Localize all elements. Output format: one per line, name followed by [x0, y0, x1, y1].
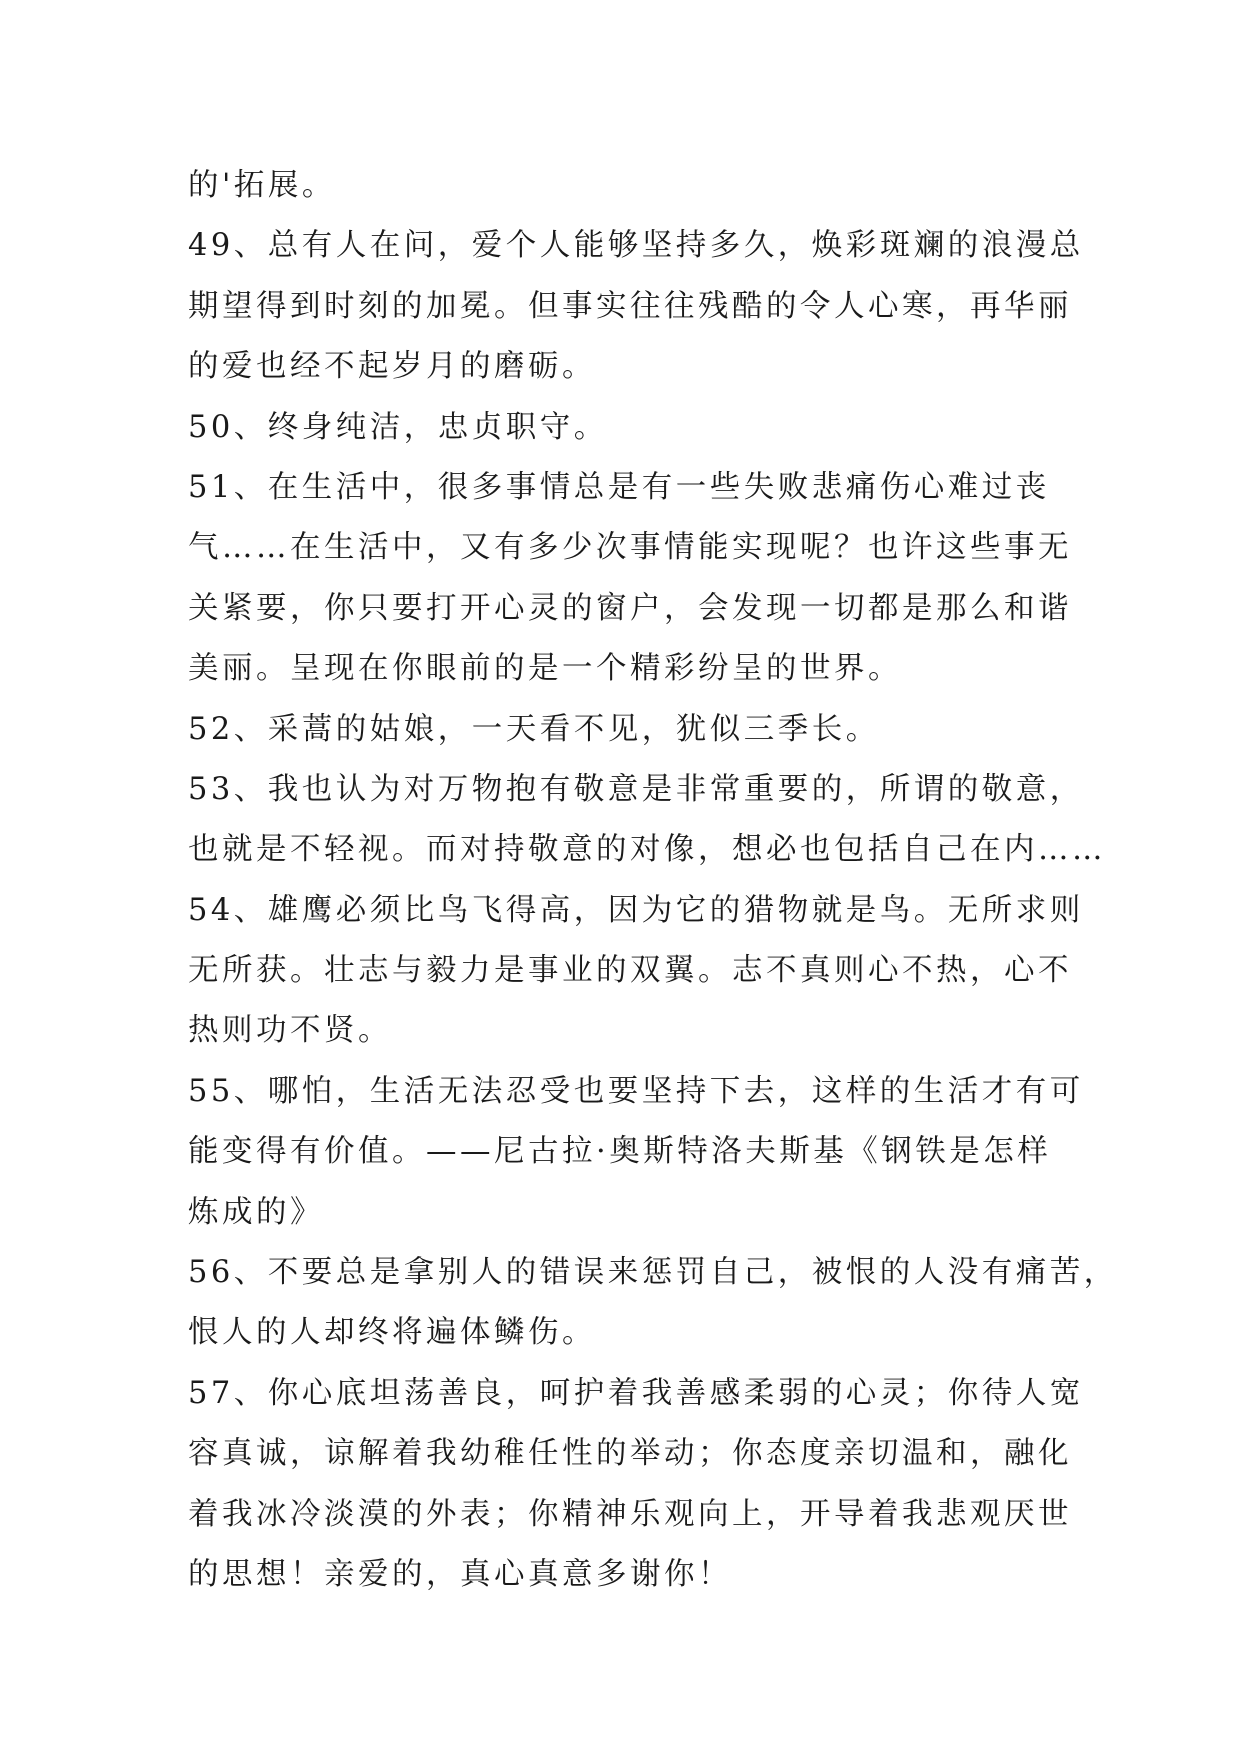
text-line: 57、你心底坦荡善良，呵护着我善感柔弱的心灵；你待人宽 — [188, 1375, 1084, 1411]
text-line: 无所获。壮志与毅力是事业的双翼。志不真则心不热，心不 — [188, 953, 1072, 989]
text-line: 恨人的人却终将遍体鳞伤。 — [188, 1315, 596, 1351]
text-line: 容真诚，谅解着我幼稚任性的举动；你态度亲切温和，融化 — [188, 1436, 1072, 1472]
text-line: 55、哪怕，生活无法忍受也要坚持下去，这样的生活才有可 — [188, 1073, 1084, 1109]
text-line: 着我冰冷淡漠的外表；你精神乐观向上，开导着我悲观厌世 — [188, 1496, 1072, 1532]
document-body — [188, 156, 1118, 1605]
text-line: 也就是不轻视。而对持敬意的对像，想必也包括自己在内…… — [188, 832, 1106, 868]
text-line: 54、雄鹰必须比鸟飞得高，因为它的猎物就是鸟。无所求则 — [188, 892, 1084, 928]
text-line: 50、终身纯洁，忠贞职守。 — [188, 409, 608, 445]
text-line: 53、我也认为对万物抱有敬意是非常重要的，所谓的敬意， — [188, 771, 1084, 807]
text-line: 气……在生活中，又有多少次事情能实现呢？也许这些事无 — [188, 530, 1072, 566]
text-line: 的'拓展。 — [188, 168, 336, 203]
text-line: 56、不要总是拿别人的错误来惩罚自己，被恨的人没有痛苦， — [188, 1255, 1118, 1291]
text-line: 的爱也经不起岁月的磨砺。 — [188, 349, 596, 385]
text-line: 热则功不贤。 — [188, 1013, 392, 1049]
text-line: 51、在生活中，很多事情总是有一些失败悲痛伤心难过丧 — [188, 469, 1050, 505]
text-line: 能变得有价值。——尼古拉·奥斯特洛夫斯基《钢铁是怎样 — [188, 1134, 1052, 1170]
text-line: 49、总有人在问，爱个人能够坚持多久，焕彩斑斓的浪漫总 — [188, 228, 1084, 264]
text-line: 52、采蒿的姑娘，一天看不见，犹似三季长。 — [188, 711, 880, 747]
text-line: 的思想！亲爱的，真心真意多谢你！ — [188, 1556, 732, 1592]
text-line: 炼成的》 — [188, 1194, 324, 1230]
text-line: 关紧要，你只要打开心灵的窗户，会发现一切都是那么和谐 — [188, 590, 1072, 626]
text-line: 美丽。呈现在你眼前的是一个精彩纷呈的世界。 — [188, 651, 902, 687]
text-line: 期望得到时刻的加冕。但事实往往残酷的令人心寒，再华丽 — [188, 288, 1072, 324]
